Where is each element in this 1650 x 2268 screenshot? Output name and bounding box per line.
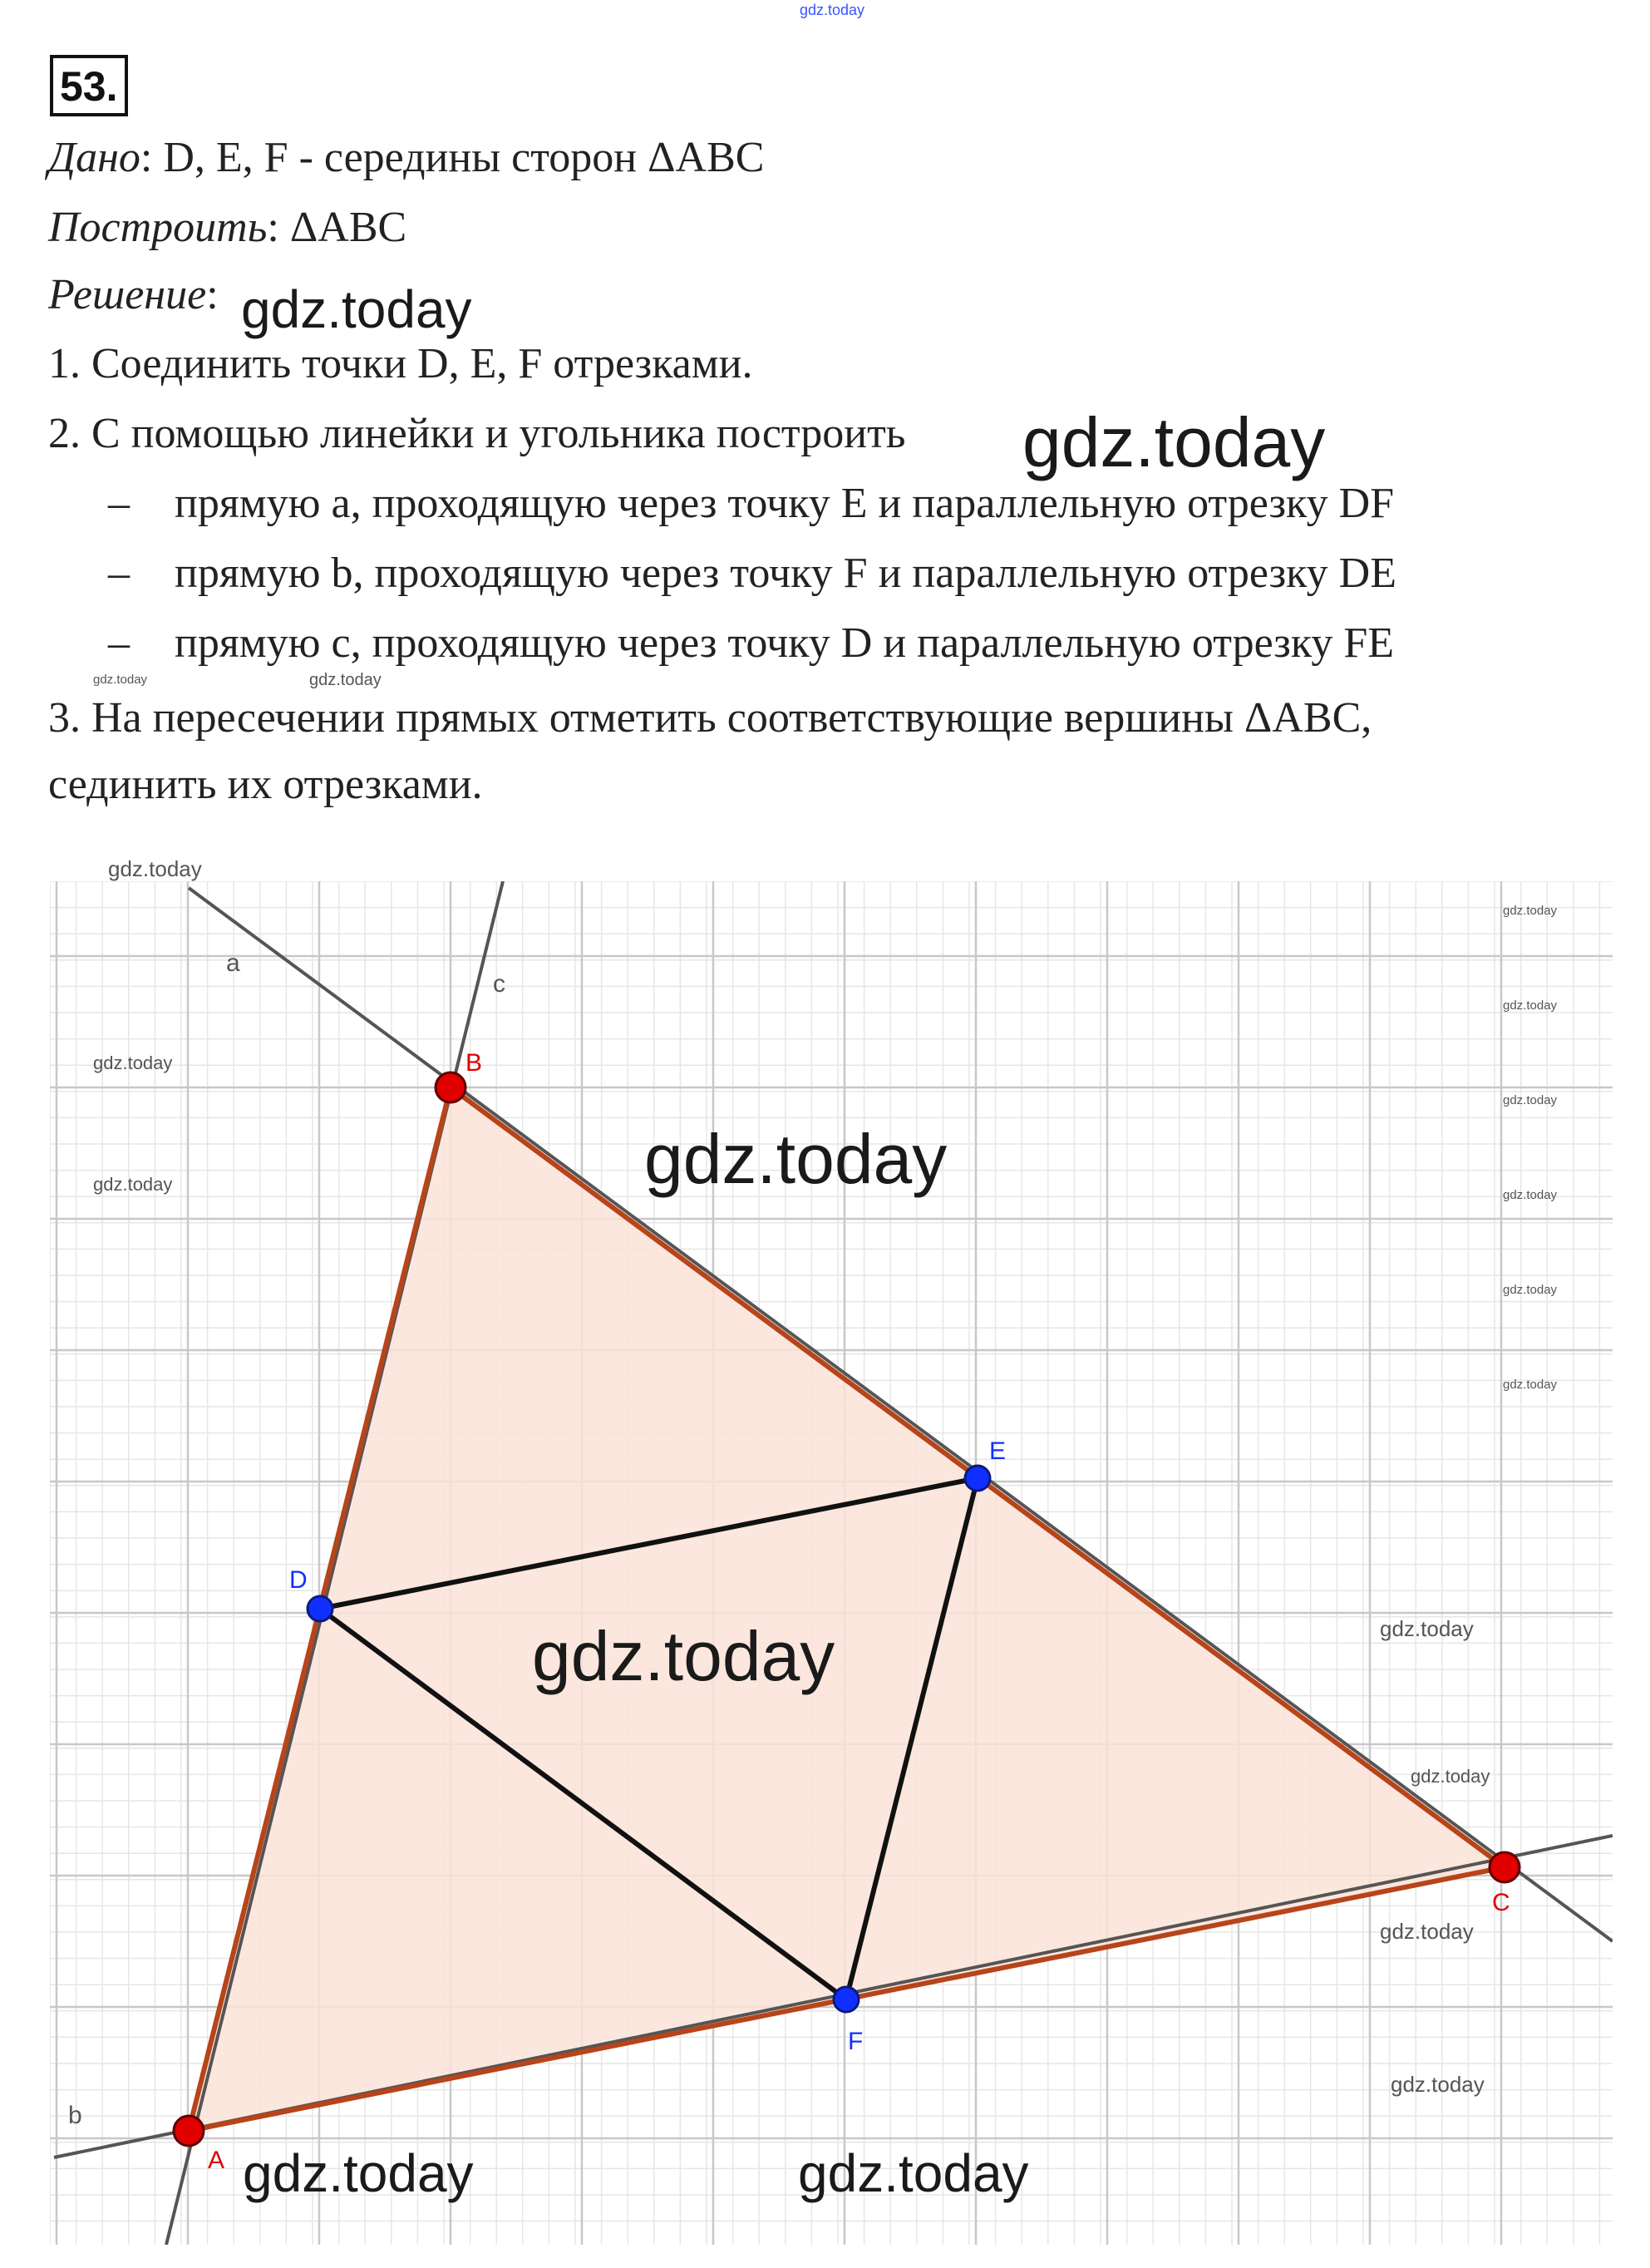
watermark: gdz.today (1503, 1093, 1558, 1107)
label-line-a: a (226, 949, 240, 977)
dash: – (108, 480, 130, 527)
step-3-line-2: сединить их отрезками. (48, 761, 483, 808)
point-b (436, 1072, 465, 1102)
watermark: gdz.today (1411, 1766, 1490, 1787)
watermark: gdz.today (644, 1120, 948, 1198)
watermark: gdz.today (1503, 904, 1558, 918)
construct-text: : ΔABC (267, 204, 407, 251)
substep-b (108, 549, 1396, 599)
watermark: gdz.today (243, 2143, 474, 2203)
construct-line (48, 203, 406, 253)
problem-number: 53. (50, 55, 128, 116)
watermark-top: gdz.today (800, 2, 865, 18)
watermark: gdz.today (1503, 1378, 1558, 1392)
watermark: gdz.today (1380, 1616, 1474, 1641)
watermark: gdz.today (309, 671, 382, 689)
point-f (834, 1987, 859, 2012)
given-text: : D, E, F - середины сторон ΔABC (140, 134, 765, 181)
given-label: Дано (48, 134, 140, 181)
watermark: gdz.today (93, 673, 148, 687)
substep-c (108, 619, 1394, 668)
point-a (174, 2116, 204, 2146)
label-e: E (989, 1437, 1007, 1465)
label-b: B (465, 1049, 483, 1077)
label-f: F (848, 2028, 864, 2055)
watermark: gdz.today (241, 279, 472, 339)
label-line-c: c (493, 970, 505, 998)
triangle-fill (189, 1087, 1505, 2131)
label-c: C (1492, 1889, 1510, 1916)
watermark: gdz.today (1391, 2072, 1485, 2097)
watermark: gdz.today (1503, 998, 1558, 1013)
solution-label: Решение (48, 271, 207, 318)
watermark: gdz.today (93, 1174, 173, 1195)
watermark: gdz.today (798, 2143, 1029, 2203)
substep-a-text: прямую a, проходящую через точку E и параллельную отрезку DF (175, 480, 1395, 527)
watermark: gdz.today (108, 856, 202, 881)
watermark: gdz.today (1022, 403, 1326, 481)
solution-line (48, 270, 219, 320)
dash: – (108, 619, 130, 667)
construction-figure (50, 881, 1613, 2245)
point-d (308, 1596, 332, 1621)
solution-text: : (206, 271, 219, 318)
label-line-b: b (68, 2102, 82, 2129)
point-c (1490, 1852, 1519, 1882)
watermark: gdz.today (93, 1053, 173, 1073)
step-2: 2. С помощью линейки и угольника построить (48, 410, 906, 457)
label-a: A (208, 2147, 225, 2174)
dash: – (108, 550, 130, 597)
watermark: gdz.today (532, 1617, 835, 1695)
substep-a (108, 479, 1394, 529)
point-e (965, 1466, 990, 1491)
watermark: gdz.today (1503, 1188, 1558, 1202)
construct-label: Построить (48, 204, 268, 251)
step-1: 1. Соединить точки D, E, F отрезками. (48, 340, 753, 387)
step-3-line-1: 3. На пересечении прямых отметить соответствующие вершины ΔABC, (48, 694, 1372, 742)
substep-b-text: прямую b, проходящую через точку F и параллельную отрезку DE (175, 550, 1396, 597)
given-line (48, 133, 764, 183)
substep-c-text: прямую c, проходящую через точку D и параллельную отрезку FE (175, 619, 1395, 667)
watermark: gdz.today (1503, 1283, 1558, 1297)
label-d: D (289, 1566, 308, 1594)
watermark: gdz.today (1380, 1919, 1474, 1944)
